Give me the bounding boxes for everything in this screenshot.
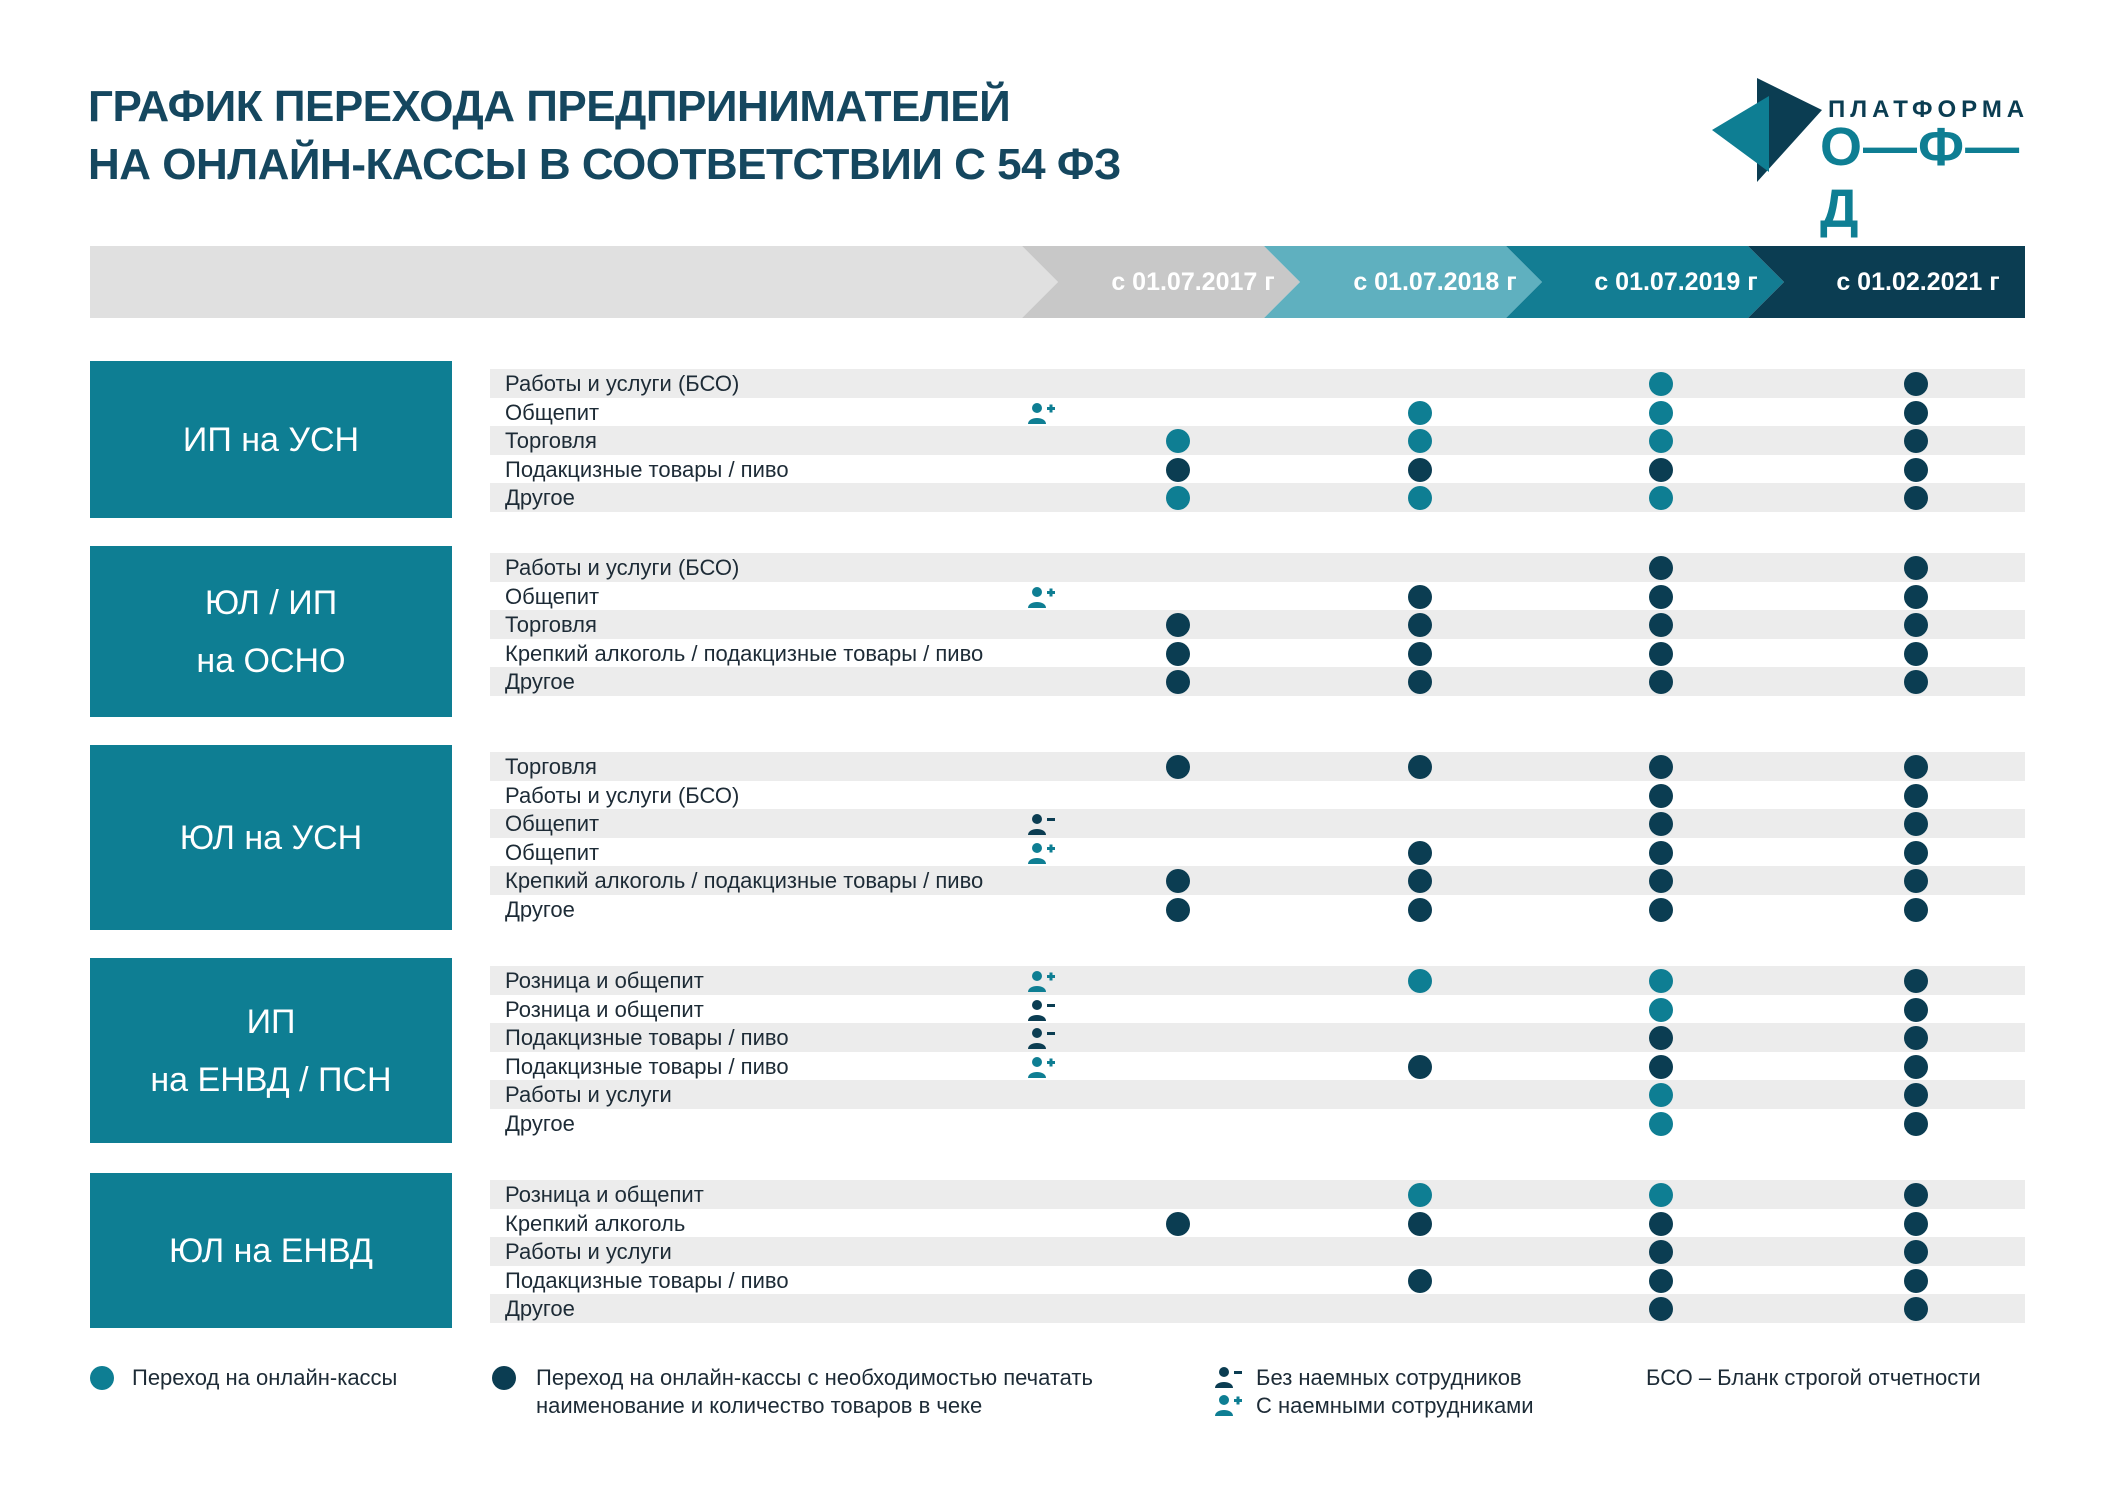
dark-status-dot-icon	[1904, 1269, 1928, 1293]
legend-bso-text: БСО – Бланк строгой отчетности	[1646, 1365, 1981, 1390]
row-label: Общепит	[505, 839, 600, 865]
schedule-row	[490, 398, 2025, 427]
timeline-bar	[90, 246, 2025, 318]
group-ul-ip-osno	[90, 546, 452, 717]
dark-status-dot-icon	[1408, 642, 1432, 666]
dark-status-dot-icon	[1904, 998, 1928, 1022]
dark-status-dot-icon	[1166, 642, 1190, 666]
dark-status-dot-icon	[1904, 486, 1928, 510]
row-label: Крепкий алкоголь / подакцизные товары / пиво	[505, 640, 984, 666]
dark-status-dot-icon	[1166, 613, 1190, 637]
row-label: Работы и услуги	[505, 1082, 672, 1108]
group-name: ЮЛ на УСН	[179, 818, 363, 857]
row-label: Подакцизные товары / пиво	[505, 1025, 789, 1051]
dark-status-dot-icon	[1904, 372, 1928, 396]
schedule-row	[490, 838, 2025, 867]
group-ip-envd-psn	[90, 958, 452, 1143]
user-plus-icon	[1028, 842, 1056, 864]
row-label: Розница и общепит	[505, 996, 704, 1022]
dark-status-dot-icon	[1166, 869, 1190, 893]
row-label: Подакцизные товары / пиво	[505, 1267, 789, 1293]
row-label: Подакцизные товары / пиво	[505, 1053, 789, 1079]
schedule-row	[490, 639, 2025, 668]
group-name: ЮЛ / ИП на ОСНО	[196, 583, 346, 680]
title-line-1: ГРАФИК ПЕРЕХОДА ПРЕДПРИНИМАТЕЛЕЙ	[88, 82, 1011, 131]
dark-status-dot-icon	[1904, 1055, 1928, 1079]
dark-status-dot-icon	[1408, 898, 1432, 922]
dark-status-dot-icon	[1904, 670, 1928, 694]
schedule-row	[490, 610, 2025, 639]
row-label: Розница и общепит	[505, 968, 704, 993]
teal-status-dot-icon	[1649, 401, 1673, 425]
dark-status-dot-icon	[1166, 670, 1190, 694]
dark-status-dot-icon	[1408, 1212, 1432, 1236]
schedule-row	[490, 1237, 2025, 1266]
dark-status-dot-icon	[1904, 1083, 1928, 1107]
schedule-row	[490, 752, 2025, 781]
schedule-row	[490, 553, 2025, 582]
dark-status-dot-icon	[1649, 1240, 1673, 1264]
logo-word-platform: ПЛАТФОРМА	[1828, 96, 2030, 123]
group-name: ЮЛ на ЕНВД	[169, 1231, 373, 1270]
dark-status-dot-icon	[1408, 755, 1432, 779]
dark-status-dot-icon	[1408, 841, 1432, 865]
dark-status-dot-icon	[1408, 869, 1432, 893]
user-plus-icon	[1215, 1394, 1243, 1416]
title-line-2: НА ОНЛАЙН-КАССЫ В СООТВЕТСТВИИ С 54 ФЗ	[88, 140, 1121, 189]
row-label: Другое	[505, 1111, 575, 1136]
user-minus-icon	[1028, 1027, 1056, 1049]
row-label: Другое	[505, 1296, 575, 1322]
group-name: ИП на УСН	[182, 420, 360, 459]
schedule-row	[490, 369, 2025, 398]
schedule-row	[490, 667, 2025, 696]
dark-status-dot-icon	[1649, 1297, 1673, 1321]
row-label: Торговля	[505, 612, 597, 638]
teal-status-dot-icon	[1166, 429, 1190, 453]
user-minus-icon	[1028, 999, 1056, 1021]
legend-with-staff	[1256, 1392, 1534, 1420]
schedule-row	[490, 483, 2025, 512]
schedule-row	[490, 582, 2025, 611]
dark-status-dot-icon	[1166, 1212, 1190, 1236]
teal-status-dot-icon	[1408, 486, 1432, 510]
group-ul-envd	[90, 1173, 452, 1328]
dark-status-dot-icon	[1904, 429, 1928, 453]
schedule-row	[490, 1180, 2025, 1209]
dark-status-dot-icon	[1408, 1269, 1432, 1293]
row-label: Работы и услуги (БСО)	[505, 555, 740, 580]
group-ip-usn	[90, 361, 452, 518]
dark-status-dot-icon	[1904, 969, 1928, 993]
dark-status-dot-icon	[1649, 1269, 1673, 1293]
teal-status-dot-icon	[1649, 486, 1673, 510]
teal-status-dot-icon	[1649, 998, 1673, 1022]
dark-status-dot-icon	[1408, 458, 1432, 482]
dark-status-dot-icon	[1904, 401, 1928, 425]
row-label: Крепкий алкоголь / подакцизные товары / пиво	[505, 868, 984, 894]
row-label: Работы и услуги	[505, 1239, 672, 1265]
user-plus-icon	[1028, 402, 1056, 424]
row-label: Торговля	[505, 428, 597, 454]
dark-status-dot-icon	[1904, 812, 1928, 836]
teal-status-dot-icon	[1649, 969, 1673, 993]
dark-status-dot-icon	[1408, 670, 1432, 694]
row-label: Крепкий алкоголь	[505, 1210, 686, 1236]
schedule-row	[490, 426, 2025, 455]
dark-status-dot-icon	[1166, 898, 1190, 922]
legend-with-staff-text: С наемными сотрудниками	[1256, 1393, 1534, 1418]
dark-status-dot-icon	[1649, 1055, 1673, 1079]
schedule-row	[490, 995, 2025, 1024]
dark-status-dot-icon	[1904, 1297, 1928, 1321]
ofd-logo	[1712, 72, 2032, 239]
timeline-2021: с 01.02.2021 г	[1836, 268, 2000, 296]
row-label: Работы и услуги (БСО)	[505, 782, 740, 808]
teal-status-dot-icon	[1408, 401, 1432, 425]
dark-status-dot-icon	[1649, 556, 1673, 580]
schedule-row	[490, 455, 2025, 484]
schedule-row	[490, 1209, 2025, 1238]
dark-status-dot-icon	[1904, 1112, 1928, 1136]
dark-status-dot-icon	[1904, 898, 1928, 922]
dark-status-dot-icon	[1649, 670, 1673, 694]
row-label: Подакцизные товары / пиво	[505, 456, 789, 482]
dark-status-dot-icon	[1649, 898, 1673, 922]
legend-without-staff	[1256, 1364, 1522, 1392]
dark-status-dot-icon	[1904, 556, 1928, 580]
dark-status-dot-icon	[1649, 585, 1673, 609]
legend-teal	[132, 1364, 397, 1392]
dark-status-dot-icon	[1649, 812, 1673, 836]
row-label: Другое	[505, 897, 575, 922]
user-plus-icon	[1028, 586, 1056, 608]
legend-without-staff-text: Без наемных сотрудников	[1256, 1365, 1522, 1390]
schedule-row	[490, 966, 2025, 995]
dark-status-dot-icon	[1649, 1212, 1673, 1236]
schedule-row	[490, 781, 2025, 810]
row-label: Общепит	[505, 583, 600, 609]
row-label: Общепит	[505, 811, 600, 837]
teal-status-dot-icon	[1649, 1112, 1673, 1136]
dark-status-dot-icon	[1904, 1183, 1928, 1207]
legend-dark	[536, 1364, 1093, 1420]
dark-status-dot-icon	[1904, 613, 1928, 637]
dark-status-dot-icon	[1904, 784, 1928, 808]
teal-status-dot-icon	[1408, 969, 1432, 993]
user-plus-icon	[1028, 1056, 1056, 1078]
dark-status-dot-icon	[1904, 755, 1928, 779]
dark-status-dot-icon	[1649, 841, 1673, 865]
dark-status-dot-icon	[1649, 613, 1673, 637]
legend-dark-dot-icon	[492, 1366, 516, 1390]
group-ul-usn	[90, 745, 452, 930]
user-minus-icon	[1028, 813, 1056, 835]
teal-status-dot-icon	[1166, 486, 1190, 510]
dark-status-dot-icon	[1649, 755, 1673, 779]
legend-bso	[1646, 1364, 1981, 1392]
schedule-row	[490, 895, 2025, 924]
page-title	[88, 78, 1121, 194]
dark-status-dot-icon	[1649, 784, 1673, 808]
user-plus-icon	[1028, 970, 1056, 992]
teal-status-dot-icon	[1408, 1183, 1432, 1207]
teal-status-dot-icon	[1649, 372, 1673, 396]
row-label: Розница и общепит	[505, 1182, 704, 1207]
dark-status-dot-icon	[1904, 1026, 1928, 1050]
teal-status-dot-icon	[1649, 1083, 1673, 1107]
dark-status-dot-icon	[1166, 458, 1190, 482]
logo-word-ofd: О—Ф—Д	[1820, 117, 2021, 239]
legend-teal-dot-icon	[90, 1366, 114, 1390]
dark-status-dot-icon	[1408, 613, 1432, 637]
schedule-row	[490, 1023, 2025, 1052]
group-name: ИП на ЕНВД / ПСН	[150, 1002, 392, 1099]
timeline-2019: с 01.07.2019 г	[1594, 268, 1758, 296]
dark-status-dot-icon	[1904, 458, 1928, 482]
schedule-row	[490, 1266, 2025, 1295]
schedule-row	[490, 1109, 2025, 1138]
schedule-row	[490, 866, 2025, 895]
dark-status-dot-icon	[1166, 755, 1190, 779]
teal-status-dot-icon	[1649, 1183, 1673, 1207]
dark-status-dot-icon	[1904, 1212, 1928, 1236]
schedule-row	[490, 1080, 2025, 1109]
user-minus-icon	[1215, 1366, 1243, 1388]
legend-dark-text: Переход на онлайн-кассы с необходимостью печатать наименование и количество товаров в чеке	[536, 1365, 1093, 1418]
teal-status-dot-icon	[1408, 429, 1432, 453]
timeline-2018: с 01.07.2018 г	[1353, 268, 1517, 296]
schedule-row	[490, 1052, 2025, 1081]
dark-status-dot-icon	[1408, 1055, 1432, 1079]
schedule-row	[490, 809, 2025, 838]
row-label: Общепит	[505, 399, 600, 425]
dark-status-dot-icon	[1649, 1026, 1673, 1050]
row-label: Работы и услуги (БСО)	[505, 371, 740, 396]
dark-status-dot-icon	[1904, 642, 1928, 666]
dark-status-dot-icon	[1904, 869, 1928, 893]
legend-teal-text: Переход на онлайн-кассы	[132, 1365, 398, 1390]
dark-status-dot-icon	[1904, 1240, 1928, 1264]
teal-status-dot-icon	[1649, 429, 1673, 453]
dark-status-dot-icon	[1649, 458, 1673, 482]
dark-status-dot-icon	[1904, 585, 1928, 609]
row-label: Другое	[505, 669, 575, 695]
dark-status-dot-icon	[1649, 642, 1673, 666]
dark-status-dot-icon	[1904, 841, 1928, 865]
dark-status-dot-icon	[1649, 869, 1673, 893]
row-label: Другое	[505, 485, 575, 511]
row-label: Торговля	[505, 754, 597, 779]
dark-status-dot-icon	[1408, 585, 1432, 609]
timeline-2017: с 01.07.2017 г	[1111, 268, 1275, 296]
schedule-row	[490, 1294, 2025, 1323]
logo-arrow-icon	[1712, 72, 1822, 190]
